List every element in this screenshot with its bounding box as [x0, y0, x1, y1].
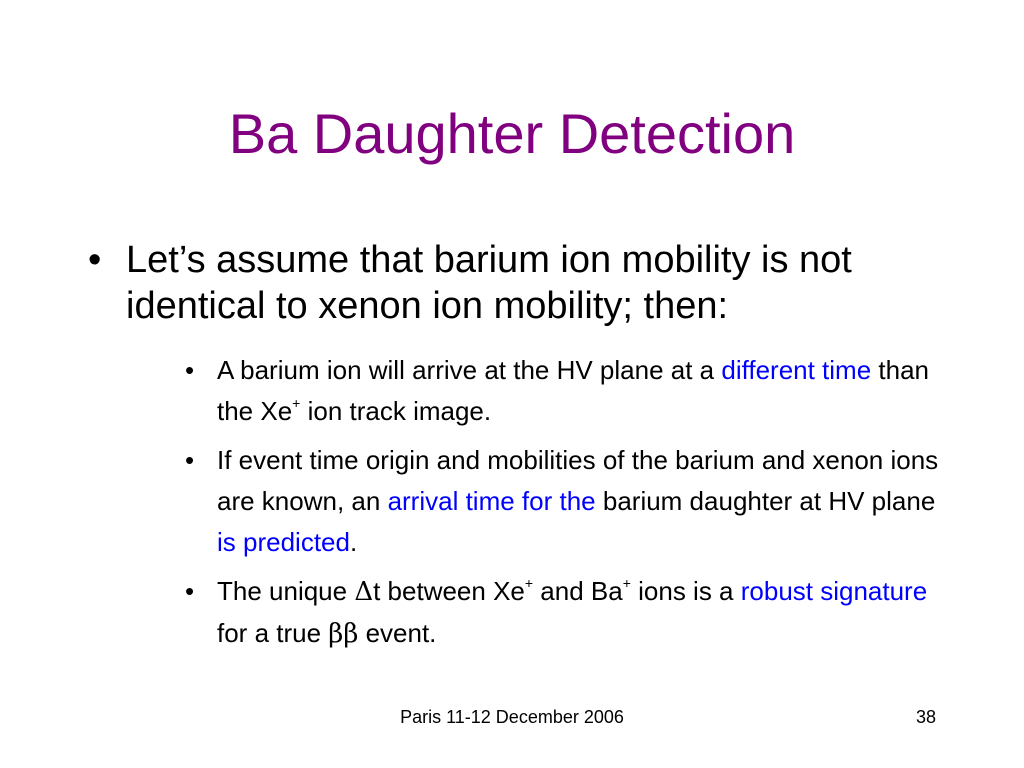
- sub-bullet-text: ion track image.: [300, 396, 492, 426]
- delta-symbol: Δ: [354, 577, 374, 607]
- main-bullet: [88, 237, 948, 329]
- highlight-text: robust signature: [740, 576, 928, 606]
- sub-bullet-list: [185, 350, 945, 663]
- sub-bullet-text: than the Xe: [217, 355, 930, 426]
- slide-title: Ba Daughter Detection: [228, 102, 796, 165]
- bullet-icon: •: [185, 355, 195, 385]
- sub-bullet-text: barium daughter at HV plane: [595, 486, 936, 516]
- sub-bullet-text: and Ba: [533, 576, 623, 606]
- sub-bullet-2: [185, 440, 945, 563]
- main-bullet-text: Let’s assume that barium ion mobility is not identical to xenon ion mobility; then:: [126, 239, 852, 327]
- highlight-text: is predicted: [217, 527, 350, 557]
- sub-bullet-1: [185, 350, 945, 432]
- sub-bullet-text: ions is a: [630, 576, 741, 606]
- sub-bullet-text: for a true: [217, 618, 329, 648]
- bullet-icon: •: [88, 239, 102, 281]
- bullet-icon: •: [185, 445, 195, 475]
- beta-beta-symbol: ββ: [328, 619, 359, 649]
- sub-bullet-text: A barium ion will arrive at the HV plane at a: [217, 355, 722, 385]
- sub-bullet-text: .: [349, 527, 358, 557]
- highlight-text: arrival time for the: [387, 486, 596, 516]
- bullet-icon: •: [185, 576, 195, 606]
- sub-bullet-text: event.: [358, 618, 437, 648]
- sub-bullet-3: [185, 571, 945, 655]
- superscript-plus: +: [622, 575, 631, 591]
- sub-bullet-text: t between Xe: [373, 576, 525, 606]
- footer-date: Paris 11-12 December 2006: [400, 707, 624, 727]
- page-number: 38: [915, 707, 936, 727]
- sub-bullet-text: If event time origin and mobilities of the barium and xenon ions are known, an: [217, 445, 939, 516]
- sub-bullet-text: The unique: [217, 576, 355, 606]
- superscript-plus: +: [292, 395, 301, 411]
- highlight-text: different time: [721, 355, 872, 385]
- superscript-plus: +: [524, 575, 534, 591]
